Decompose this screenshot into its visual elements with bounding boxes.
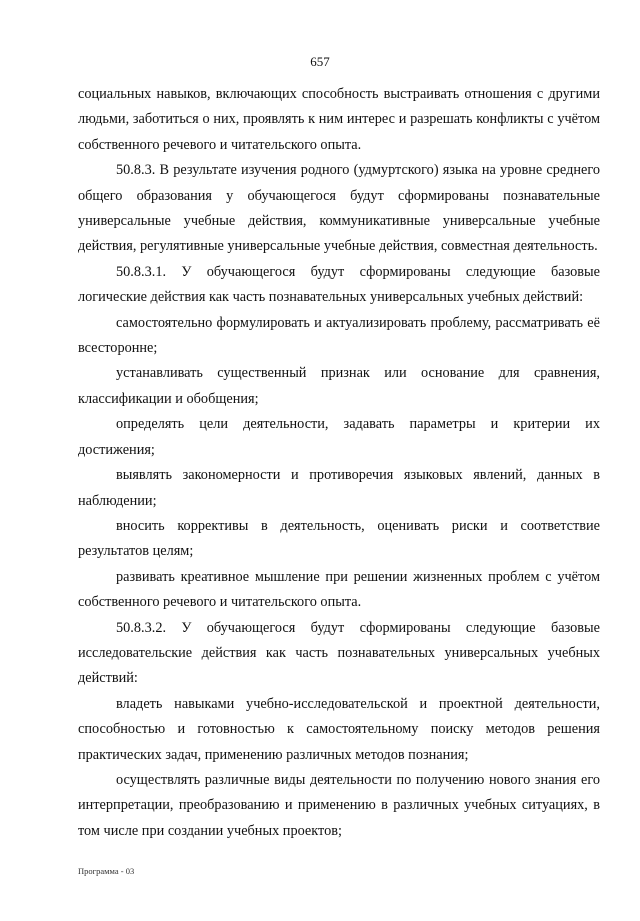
paragraph-50-8-3-1: 50.8.3.1. У обучающегося будут сформированы следующие базовые логические действия как часть познавательных универсальных учебных действий: — [78, 263, 600, 306]
paragraph-50-8-3-2: 50.8.3.2. У обучающегося будут сформированы следующие базовые исследовательские действия как часть познавательных универсальных учебных действий: — [78, 619, 600, 687]
list-item: определять цели деятельности, задавать параметры и критерии их достижения; — [78, 416, 600, 458]
footer-label: Программа - 03 — [78, 866, 135, 876]
list-item: развивать креативное мышление при решении жизненных проблем с учётом собственного речевого и читательского опыта. — [78, 568, 600, 611]
list-item: выявлять закономерности и противоречия языковых явлений, данных в наблюдении; — [78, 467, 600, 509]
paragraph-continuation: социальных навыков, включающих способность выстраивать отношения с другими людьми, заботиться о них, проявлять к ним интерес и разрешать конфликты с учётом собственного речевого и читательского опыта. — [78, 86, 600, 153]
page-number: 657 — [310, 54, 330, 69]
list-item: владеть навыками учебно-исследовательской и проектной деятельности, способностью и готовностью к самостоятельному поиску методов решения практических задач, применению различных методов познания; — [78, 695, 600, 763]
list-item: устанавливать существенный признак или основание для сравнения, классификации и обобщения; — [78, 365, 600, 407]
paragraph-50-8-3: 50.8.3. В результате изучения родного (удмуртского) языка на уровне среднего общего образования у обучающегося будут сформированы познавательные универсальные учебные действия, коммуникативные универсальные учебные действия, регулятивные универсальные учебные действия, совместная деятельность. — [78, 162, 600, 255]
document-body — [78, 82, 600, 844]
list-item: самостоятельно формулировать и актуализировать проблему, рассматривать её всесторонне; — [78, 314, 600, 357]
list-item: осуществлять различные виды деятельности по получению нового знания его интерпретации, преобразованию и применению в различных учебных ситуациях, в том числе при создании учебных проектов; — [78, 771, 600, 839]
list-item: вносить коррективы в деятельность, оценивать риски и соответствие результатов целям; — [78, 517, 600, 560]
